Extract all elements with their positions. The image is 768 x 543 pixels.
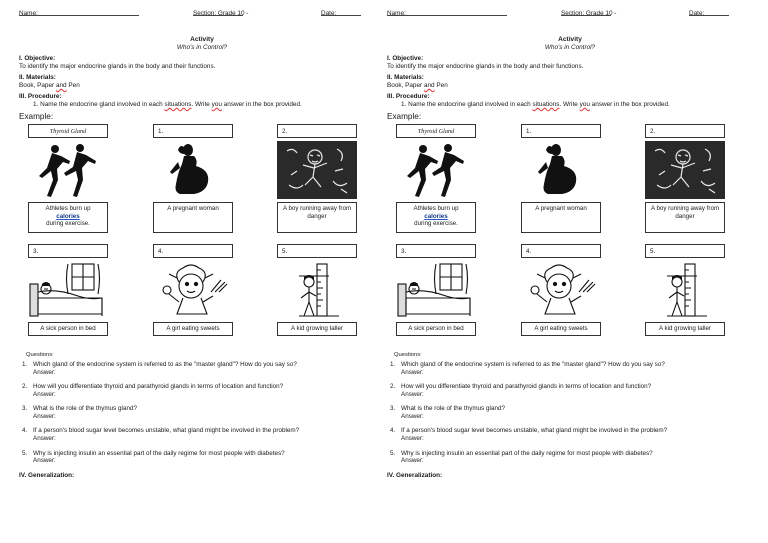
- activity-subtitle: Who's in Control?: [544, 44, 596, 52]
- question-item: 5. Why is injecting insulin an essential part of the daily regime for most people with diabetes? Answer:: [19, 450, 385, 466]
- question-item: 2. How will you differentiate thyroid and parathyroid glands in terms of location and function? Answer:: [19, 383, 385, 399]
- section-field[interactable]: [561, 10, 611, 16]
- answer-box[interactable]: Thyroid Gland: [28, 124, 108, 138]
- answer-box[interactable]: 4.: [153, 244, 233, 258]
- name-field[interactable]: [387, 10, 507, 16]
- materials-text: Book, Paper and Pen: [19, 82, 80, 90]
- situation-caption: A girl eating sweets: [153, 322, 233, 336]
- question-list: [387, 361, 753, 466]
- answer-label[interactable]: Answer:: [33, 390, 56, 398]
- situation-caption: Athletes burn up calories during exercise.: [28, 202, 108, 233]
- objective-text: To identify the major endocrine glands in the body and their functions.: [387, 63, 584, 71]
- question-item: 1. Which gland of the endocrine system is referred to as the "master gland"? How do you say so? Answer:: [19, 361, 385, 377]
- situation-caption: Athletes burn up calories during exercise.: [396, 202, 476, 233]
- answer-label[interactable]: Answer:: [401, 413, 424, 421]
- worksheet-page-right: [387, 10, 753, 530]
- situation-card: [396, 244, 476, 336]
- question-list: [19, 361, 385, 466]
- situation-card: [28, 124, 108, 233]
- scared-boy-icon: [277, 141, 357, 199]
- situation-card: [153, 124, 233, 233]
- answer-box[interactable]: 5.: [645, 244, 725, 258]
- situation-caption: A sick person in bed: [396, 322, 476, 336]
- answer-box[interactable]: Thyroid Gland: [396, 124, 476, 138]
- question-item: 3. What is the role of the thymus gland? Answer:: [387, 405, 753, 421]
- section-label: Section: Grade 10 -: [193, 10, 249, 17]
- situation-caption: A kid growing taller: [645, 322, 725, 336]
- answer-box[interactable]: 4.: [521, 244, 601, 258]
- situation-caption: A kid growing taller: [277, 322, 357, 336]
- pregnant-woman-icon: [521, 141, 601, 199]
- situation-grid: [19, 124, 385, 352]
- objective-text: To identify the major endocrine glands in the body and their functions.: [19, 63, 216, 71]
- height-measure-icon: [277, 261, 357, 319]
- name-label: Name:: [387, 10, 406, 17]
- situation-caption: A pregnant woman: [153, 202, 233, 233]
- sick-bed-icon: [396, 261, 476, 319]
- answer-label[interactable]: Answer:: [401, 368, 424, 376]
- activity-title: Activity: [190, 36, 214, 43]
- date-label: Date:: [689, 10, 705, 17]
- answer-label[interactable]: Answer:: [401, 435, 424, 443]
- question-item: 4. If a person's blood sugar level becomes unstable, what gland might be involved in the problem? Answer:: [19, 427, 385, 443]
- header-row: [387, 10, 753, 22]
- example-label: Example:: [19, 112, 54, 122]
- name-field[interactable]: [19, 10, 139, 16]
- question-item: 5. Why is injecting insulin an essential part of the daily regime for most people with diabetes? Answer:: [387, 450, 753, 466]
- generalization-heading: IV. Generalization:: [19, 471, 75, 479]
- procedure-heading: III. Procedure:: [19, 93, 62, 101]
- materials-heading: II. Materials:: [19, 74, 56, 82]
- situation-card: [645, 244, 725, 336]
- situation-caption: A boy running away from danger: [645, 202, 725, 233]
- example-label: Example:: [387, 112, 422, 122]
- procedure-text: 1. Name the endocrine gland involved in each situations. Write you answer in the box provided.: [401, 101, 670, 109]
- answer-box[interactable]: 2.: [277, 124, 357, 138]
- situation-caption: A girl eating sweets: [521, 322, 601, 336]
- objective-heading: I. Objective:: [387, 55, 424, 63]
- questions-label: Questions:: [26, 352, 54, 359]
- answer-box[interactable]: 1.: [153, 124, 233, 138]
- worksheet-page-left: [19, 10, 385, 530]
- question-item: 4. If a person's blood sugar level becomes unstable, what gland might be involved in the problem? Answer:: [387, 427, 753, 443]
- sick-bed-icon: [28, 261, 108, 319]
- answer-label[interactable]: Answer:: [33, 368, 56, 376]
- situation-caption: A pregnant woman: [521, 202, 601, 233]
- runners-icon: [396, 141, 476, 199]
- activity-subtitle: Who's in Control?: [176, 44, 228, 52]
- answer-label[interactable]: Answer:: [401, 457, 424, 465]
- questions-label: Questions:: [394, 352, 422, 359]
- answer-label[interactable]: Answer:: [401, 390, 424, 398]
- activity-title: Activity: [558, 36, 582, 43]
- answer-box[interactable]: 3.: [28, 244, 108, 258]
- date-field[interactable]: [321, 10, 361, 16]
- pregnant-woman-icon: [153, 141, 233, 199]
- section-label: Section: Grade 10 -: [561, 10, 617, 17]
- scared-boy-icon: [645, 141, 725, 199]
- objective-heading: I. Objective:: [19, 55, 56, 63]
- height-measure-icon: [645, 261, 725, 319]
- situation-card: [277, 244, 357, 336]
- situation-card: [277, 124, 357, 233]
- header-row: [19, 10, 385, 22]
- situation-grid: [387, 124, 753, 352]
- girl-sweets-icon: [521, 261, 601, 319]
- materials-text: Book, Paper and Pen: [387, 82, 448, 90]
- procedure-heading: III. Procedure:: [387, 93, 430, 101]
- date-label: Date:: [321, 10, 337, 17]
- generalization-heading: IV. Generalization:: [387, 471, 443, 479]
- answer-label[interactable]: Answer:: [33, 457, 56, 465]
- situation-card: [521, 124, 601, 233]
- procedure-text: 1. Name the endocrine gland involved in each situations. Write you answer in the box provided.: [33, 101, 302, 109]
- answer-label[interactable]: Answer:: [33, 435, 56, 443]
- runners-icon: [28, 141, 108, 199]
- situation-card: [153, 244, 233, 336]
- situation-card: [521, 244, 601, 336]
- answer-box[interactable]: 1.: [521, 124, 601, 138]
- answer-box[interactable]: 2.: [645, 124, 725, 138]
- answer-box[interactable]: 5.: [277, 244, 357, 258]
- section-field[interactable]: [193, 10, 243, 16]
- question-item: 3. What is the role of the thymus gland? Answer:: [19, 405, 385, 421]
- question-item: 1. Which gland of the endocrine system is referred to as the "master gland"? How do you say so? Answer:: [387, 361, 753, 377]
- answer-label[interactable]: Answer:: [33, 413, 56, 421]
- answer-box[interactable]: 3.: [396, 244, 476, 258]
- materials-heading: II. Materials:: [387, 74, 424, 82]
- situation-card: [28, 244, 108, 336]
- situation-card: [396, 124, 476, 233]
- date-field[interactable]: [689, 10, 729, 16]
- situation-card: [645, 124, 725, 233]
- name-label: Name:: [19, 10, 38, 17]
- situation-caption: A sick person in bed: [28, 322, 108, 336]
- girl-sweets-icon: [153, 261, 233, 319]
- question-item: 2. How will you differentiate thyroid and parathyroid glands in terms of location and function? Answer:: [387, 383, 753, 399]
- situation-caption: A boy running away from danger: [277, 202, 357, 233]
